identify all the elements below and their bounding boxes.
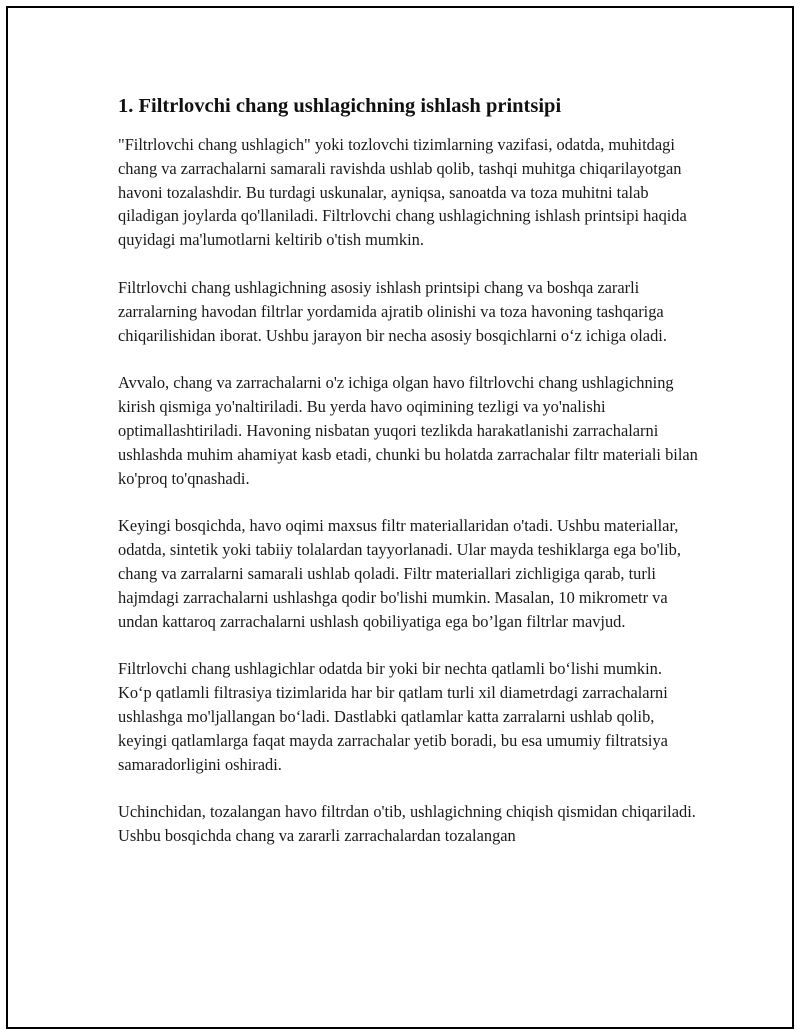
paragraph-5: Filtrlovchi chang ushlagichlar odatda bir yoki bir nechta qatlamli bo‘lishi mumkin. Ko‘p qatlamli filtrasiya tizimlarida har bir qatlam turli xil diametrdagi zarrachalarni ushlashga mo'ljallangan bo‘ladi. Dastlabki qatlamlar katta zarralarni ushlab qolib, keyingi qatlamlarga faqat mayda zarrachalar yetib boradi, bu esa umumiy filtratsiya samaradorligini oshiradi. [118, 659, 668, 774]
paragraph-3: Avvalo, chang va zarrachalarni o'z ichiga olgan havo filtrlovchi chang ushlagichning kirish qismiga yo'naltiriladi. Bu yerda havo oqimining tezligi va yo'nalishi optimallashtiriladi. Havoning nisbatan yuqori tezlikda harakatlanishi zarrachalarni ushlashda muhim ahamiyat kasb etadi, chunki bu holatda zarrachalar filtr materiali bilan ko'proq to'qnashadi. [118, 373, 698, 488]
paragraph-4: Keyingi bosqichda, havo oqimi maxsus filtr materiallaridan o'tadi. Ushbu materiallar, odatda, sintetik yoki tabiiy tolalardan tayyorlanadi. Ular mayda teshiklarga ega bo'lib, chang va zarralarni samarali ushlab qoladi. Filtr materiallari zichligiga qarab, turli hajmdagi zarrachalarni ushlashga qodir bo'lishi mumkin. Masalan, 10 mikrometr va undan kattaroq zarrachalarni ushlash qobiliyatiga ega bo’lgan filtrlar mavjud. [118, 516, 681, 631]
paragraph-6: Uchinchidan, tozalangan havo filtrdan o'tib, ushlagichning chiqish qismidan chiqariladi. Ushbu bosqichda chang va zararli zarrachalardan tozalangan [118, 802, 696, 846]
paragraph-2: Filtrlovchi chang ushlagichning asosiy ishlash printsipi chang va boshqa zararli zarralarning havodan filtrlar yordamida ajratib olinishi va toza havoning tashqariga chiqarilishidan iborat. Ushbu jarayon bir necha asosiy bosqichlarni o‘z ichiga oladi. [118, 277, 667, 345]
section-heading: 1. Filtrlovchi chang ushlagichning ishlash printsipi [118, 95, 562, 117]
paragraph-1: "Filtrlovchi chang ushlagich" yoki tozlovchi tizimlarning vazifasi, odatda, muhitdagi chang va zarrachalarni samarali ravishda ushlab qolib, tashqi muhitga chiqarilayotgan havoni tozalashdir. Bu turdagi uskunalar, ayniqsa, sanoatda va toza muhitni talab qiladigan joylarda qo'llaniladi. Filtrlovchi chang ushlagichning ishlash printsipi haqida quyidagi ma'lumotlarni keltirib o'tish mumkin. [118, 135, 687, 250]
document-body [118, 92, 698, 872]
